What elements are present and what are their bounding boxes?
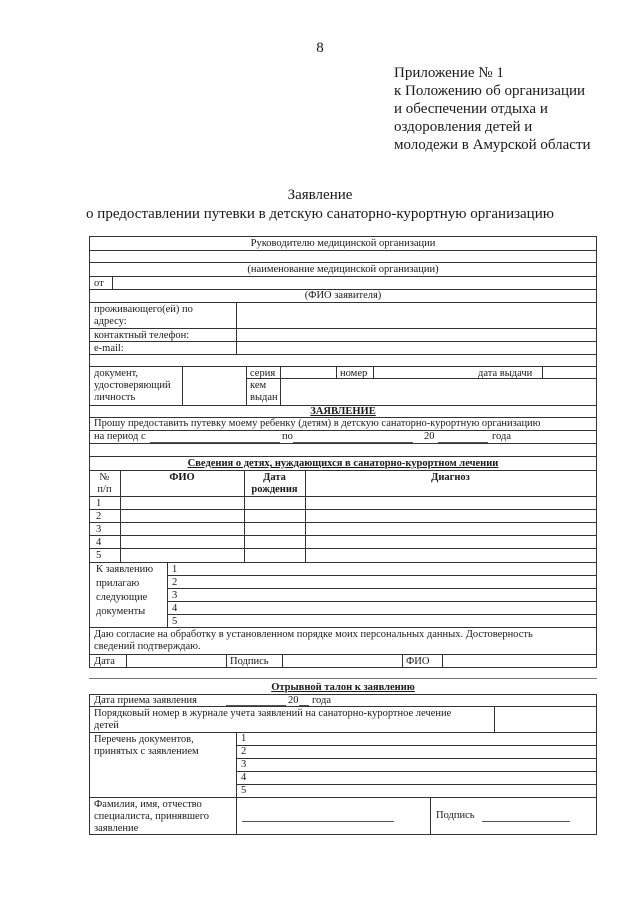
number-field[interactable]	[374, 367, 474, 377]
stub-border-left	[89, 694, 90, 834]
col-number: №	[99, 472, 110, 483]
registry-number-label: детей	[94, 720, 119, 731]
email-label: e-mail:	[94, 343, 124, 354]
form-rule	[89, 470, 597, 471]
form-rule	[89, 522, 597, 523]
appendix-line: к Положению об организации	[394, 83, 586, 99]
attachments-label: К заявлению	[96, 564, 154, 575]
form-rule	[89, 366, 597, 367]
child-row-number: 3	[96, 524, 102, 535]
form-divider	[167, 562, 168, 627]
accepted-docs-label: принятых с заявлением	[94, 746, 199, 757]
stub-rule	[89, 732, 597, 733]
form-divider	[246, 366, 247, 405]
stub-rule	[89, 834, 597, 835]
appendix-reference	[394, 64, 634, 154]
form-rule	[89, 667, 597, 668]
appendix-line: молодежи в Амурской области	[394, 137, 591, 153]
form-rule	[89, 456, 597, 457]
accepted-doc-number: 4	[241, 772, 247, 783]
form-divider	[112, 276, 113, 289]
blank-line	[293, 442, 413, 443]
form-rule	[89, 548, 597, 549]
period-to-label: по	[282, 431, 293, 442]
attachments-label: следующие	[96, 592, 148, 603]
title-line: о предоставлении путевки в детскую санаторно-курортную организацию	[86, 206, 554, 222]
attachment-number: 2	[172, 577, 178, 588]
form-rule	[89, 496, 597, 497]
email-field[interactable]	[237, 342, 595, 353]
form-rule	[167, 588, 597, 589]
issued-by-label: кем	[250, 380, 267, 391]
form-rule	[89, 250, 597, 251]
from-label: от	[94, 278, 104, 289]
year-suffix: года	[492, 431, 511, 442]
form-rule	[89, 276, 597, 277]
address-label: адресу:	[94, 316, 127, 327]
series-field[interactable]	[281, 367, 335, 377]
statement-heading: ЗАЯВЛЕНИЕ	[310, 406, 376, 417]
form-rule	[89, 354, 597, 355]
address-label: проживающего(ей) по	[94, 304, 193, 315]
form-divider	[402, 654, 403, 667]
stub-year-prefix: 20	[288, 695, 299, 706]
tear-line	[89, 678, 597, 679]
phone-label: контактный телефон:	[94, 330, 190, 341]
col-diagnosis: Диагноз	[431, 472, 470, 483]
form-divider	[226, 654, 227, 667]
applicant-caption: (ФИО заявителя)	[304, 290, 382, 301]
blank-line	[438, 442, 488, 443]
specialist-label: Фамилия, имя, отчество	[94, 799, 202, 810]
specialist-label: заявление	[94, 823, 139, 834]
consent-text: Даю согласие на обработку в установленном порядке моих персональных данных. Достоверность	[94, 629, 533, 640]
stub-border-right	[596, 694, 597, 834]
date-field[interactable]	[127, 655, 225, 666]
period-from-label: на период с	[94, 431, 146, 442]
consent-text: сведений подтверждаю.	[94, 641, 201, 652]
id-document-label: документ,	[94, 368, 139, 379]
accepted-doc-number: 5	[241, 785, 247, 796]
id-document-label: личность	[94, 392, 136, 403]
number-label: номер	[340, 368, 368, 379]
received-date-label: Дата приема заявления	[94, 695, 197, 706]
child-row-number: 2	[96, 511, 102, 522]
form-rule	[89, 535, 597, 536]
title-line: Заявление	[287, 187, 353, 203]
attachment-number: 4	[172, 603, 178, 614]
child-row-number: 1	[96, 498, 102, 509]
stub-signature-label: Подпись	[436, 810, 475, 821]
stub-rule	[236, 758, 597, 759]
fio-label: ФИО	[406, 656, 430, 667]
col-number: п/п	[97, 484, 112, 495]
specialist-label: специалиста, принявшего	[94, 811, 210, 822]
statement-request: Прошу предоставить путевку моему ребенку (детям) в детскую санаторно-курортную организацию	[94, 418, 541, 429]
blank-line	[226, 705, 286, 706]
stub-year-suffix: года	[312, 695, 331, 706]
phone-field[interactable]	[237, 329, 595, 340]
stub-signature-field[interactable]	[482, 806, 570, 820]
attachments-label: документы	[96, 606, 146, 617]
attachment-number: 5	[172, 616, 178, 627]
stub-rule	[236, 771, 597, 772]
document-title	[0, 186, 640, 224]
child-row-number: 4	[96, 537, 102, 548]
address-field[interactable]	[237, 303, 595, 327]
head-of-org-label: Руководителю медицинской организации	[250, 238, 436, 249]
child-row-number: 5	[96, 550, 102, 561]
stub-rule	[89, 797, 597, 798]
children-heading: Сведения о детях, нуждающихся в санаторно-курортном лечении	[187, 458, 499, 469]
col-name: ФИО	[169, 472, 195, 483]
stub-divider	[430, 797, 431, 834]
form-rule	[89, 562, 597, 563]
id-document-label: удостоверяющий	[94, 380, 171, 391]
year-prefix: 20	[424, 431, 435, 442]
page-number: 8	[316, 40, 324, 56]
issued-by-label: выдан	[250, 392, 278, 403]
issue-date-field[interactable]	[543, 367, 595, 377]
date-label: Дата	[94, 656, 115, 667]
registry-number-label: Порядковый номер в журнале учета заявлений на санаторно-курортное лечение	[94, 708, 452, 719]
attachment-number: 1	[172, 564, 178, 575]
org-name-caption: (наименование медицинской организации)	[247, 264, 439, 275]
form-rule	[89, 262, 597, 263]
blank-line	[299, 705, 309, 706]
blank-line	[482, 821, 570, 822]
appendix-line: оздоровления детей и	[394, 119, 533, 135]
form-rule	[167, 601, 597, 602]
issued-by-field[interactable]	[281, 379, 595, 404]
accepted-doc-number: 3	[241, 759, 247, 770]
form-divider	[182, 366, 183, 405]
form-rule	[89, 627, 597, 628]
blank-line	[242, 821, 394, 822]
accepted-doc-number: 2	[241, 746, 247, 757]
form-rule	[89, 443, 597, 444]
specialist-name-field[interactable]	[242, 806, 394, 820]
stub-rule	[236, 745, 597, 746]
form-divider	[336, 366, 337, 378]
attachment-number: 3	[172, 590, 178, 601]
appendix-line: и обеспечении отдыха и	[394, 101, 548, 117]
col-birth-date: Дата	[263, 472, 286, 483]
accepted-docs-label: Перечень документов,	[94, 734, 194, 745]
col-birth-date: рождения	[251, 484, 298, 495]
appendix-line: Приложение № 1	[394, 65, 504, 81]
signature-label: Подпись	[230, 656, 269, 667]
attachments-label: прилагаю	[96, 578, 140, 589]
issue-date-label: дата выдачи	[478, 368, 533, 379]
stub-rule	[236, 784, 597, 785]
signature-field[interactable]	[283, 655, 401, 666]
accepted-doc-number: 1	[241, 733, 247, 744]
fio-field[interactable]	[443, 655, 595, 666]
form-rule	[167, 575, 597, 576]
series-label: серия	[250, 368, 276, 379]
form-rule	[167, 614, 597, 615]
stub-heading: Отрывной талон к заявлению	[271, 682, 415, 693]
stub-divider	[236, 732, 237, 834]
form-rule	[89, 509, 597, 510]
form-rule	[89, 236, 597, 237]
registry-number-field[interactable]	[495, 707, 595, 731]
blank-line	[150, 442, 280, 443]
form-rule	[89, 430, 597, 431]
